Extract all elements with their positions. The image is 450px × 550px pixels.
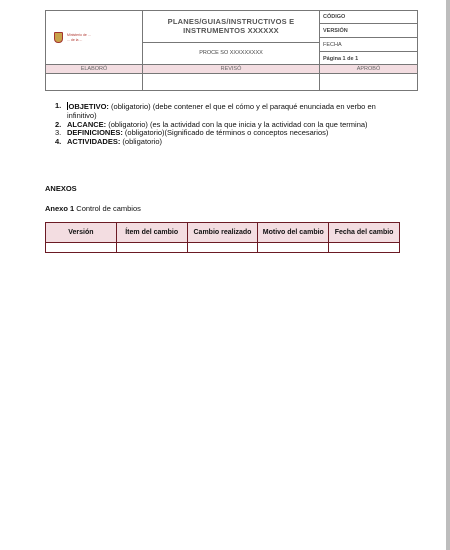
title-line-2: INSTRUMENTOS XXXXXX [183,26,279,36]
item-text: (obligatorio) [120,137,163,147]
institution-logo [46,32,142,43]
elaboro-signature[interactable] [46,74,143,91]
change-control-table [45,222,400,253]
col-item: Ítem del cambio [116,223,187,243]
item-label: OBJETIVO: [68,102,109,111]
header-table [45,10,418,91]
meta-cell [320,11,418,65]
document-title-cell [143,11,320,43]
item-label: DEFINICIONES: [67,128,123,138]
table-cell[interactable] [329,243,400,253]
coat-of-arms-icon [54,32,63,43]
process-cell: PROCE SO XXXXXXXXX [143,42,320,64]
item-text: (obligatorio) (es la actividad con la que inicia y la actividad con la que termina) [106,119,368,129]
fecha-label: FECHA [320,38,417,52]
col-reason: Motivo del cambio [258,223,329,243]
table-cell[interactable] [116,243,187,253]
table-row [46,243,400,253]
col-change: Cambio realizado [187,223,258,243]
codigo-label: CÓDIGO [320,11,417,24]
requirements-list [55,102,405,147]
logo-cell [46,11,143,65]
list-item: 1. OBJETIVO: (obligatorio) (debe contener el que el cómo y el paraqué enunciada en verbo en infinitivo) [55,101,376,120]
reviso-header: REVISÓ [143,65,320,74]
elaboro-header: ELABORÓ [46,65,143,74]
table-cell[interactable] [46,243,117,253]
list-item: 4. ACTIVIDADES: (obligatorio) [55,137,163,147]
table-cell[interactable] [258,243,329,253]
table-cell[interactable] [187,243,258,253]
aprobo-header: APROBÓ [320,65,418,74]
reviso-signature[interactable] [143,74,320,91]
col-date: Fecha del cambio [329,223,400,243]
logo-text-line: Ministerio de ... [67,33,91,37]
list-item: 2. ALCANCE: (obligatorio) (es la actividad con la que inicia y la actividad con la que termina) [55,119,368,129]
item-label: ACTIVIDADES: [67,137,121,147]
aprobo-signature[interactable] [320,74,418,91]
item-text: (obligatorio)(Significado de términos o conceptos necesarios) [122,128,329,138]
logo-text-line: ... de la ... [67,37,83,42]
version-label: VERSIÓN [320,24,417,38]
title-line-1: PLANES/GUIAS/INSTRUCTIVOS E [167,17,295,27]
page-count: Página 1 de 1 [323,56,359,62]
anexos-heading: ANEXOS [45,184,77,193]
col-version: Versión [46,223,117,243]
anexo1-caption: Anexo 1 Control de cambios [45,204,141,213]
vertical-scrollbar[interactable] [446,0,450,550]
item-label: ALCANCE: [67,119,107,129]
item-text: (obligatorio) (debe contener el que el cómo y el paraqué enunciada en verbo en infinitivo) [67,102,376,120]
list-item: 3. DEFINICIONES: (obligatorio)(Significado de términos o conceptos necesarios) [55,128,329,138]
